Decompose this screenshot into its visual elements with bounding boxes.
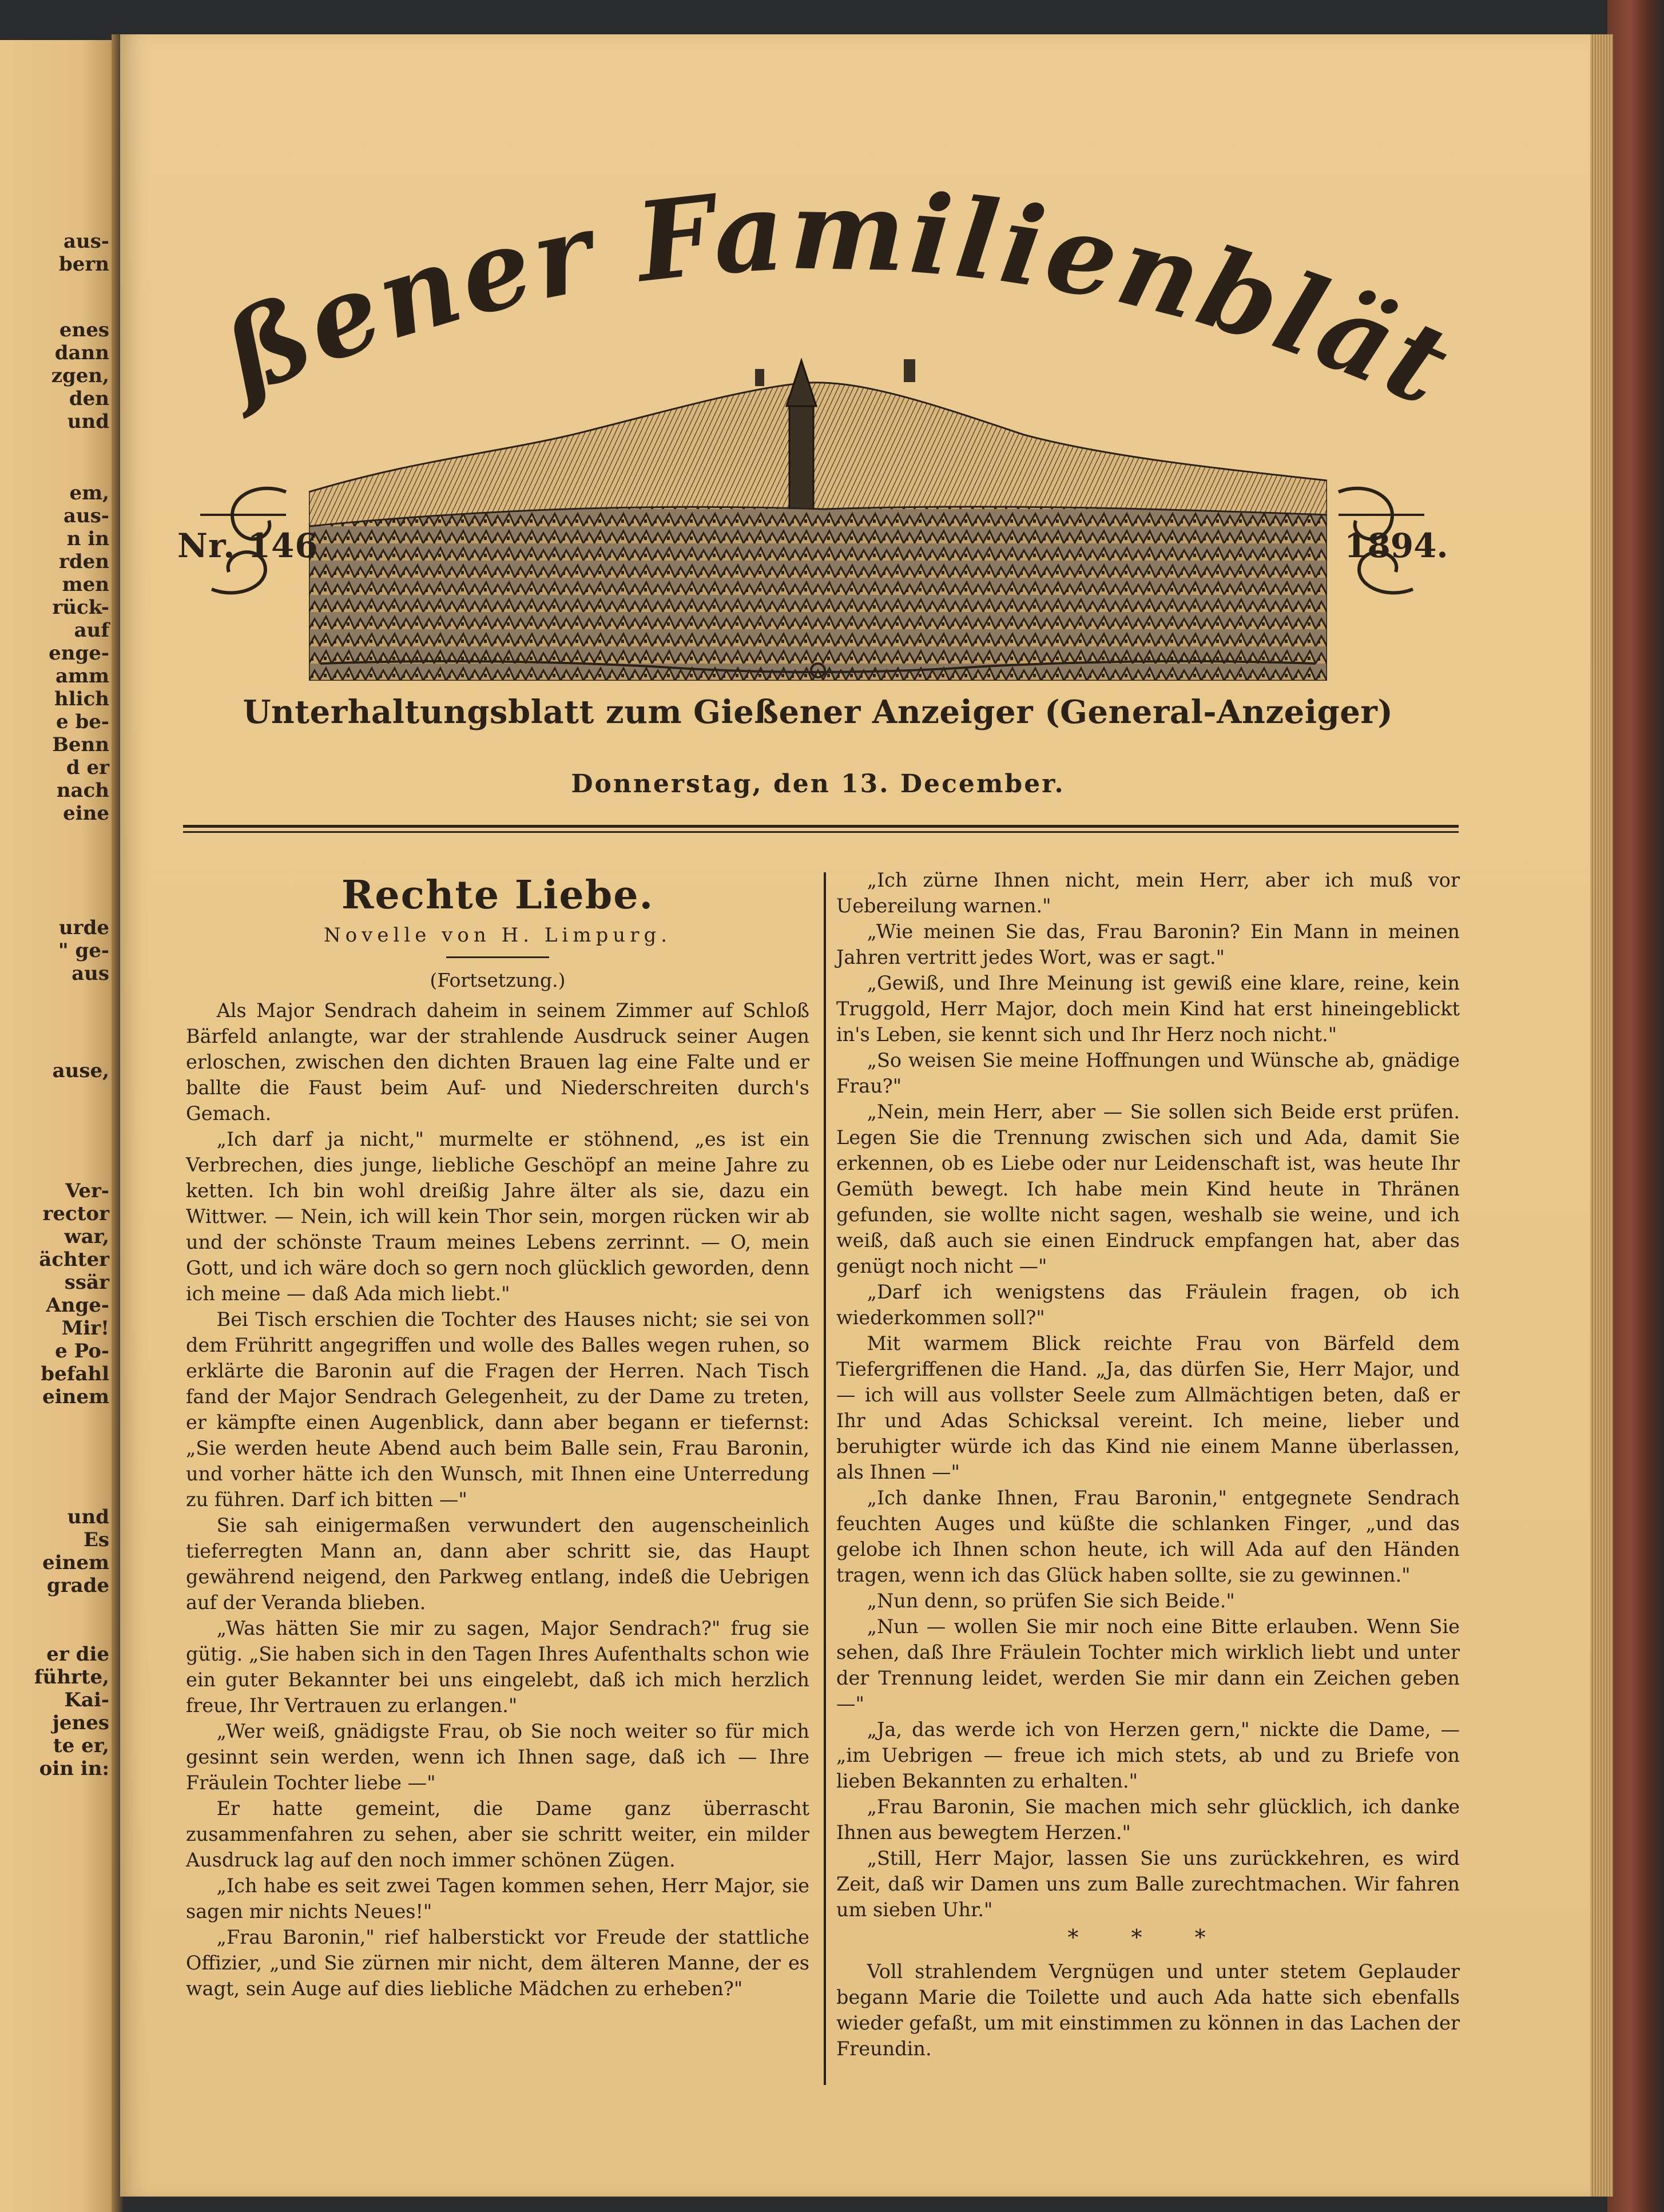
facing-page-fragment: ssär: [64, 1271, 109, 1294]
facing-page-fragment: war,: [64, 1225, 109, 1248]
paragraph: Mit warmem Blick reichte Frau von Bärfeld dem Tiefergriffenen die Hand. „Ja, das dürfen Sie, Herr Major, und — ich will aus vollster Seele zum Allmächtigen beten, daß er Ihr und Adas Schicksal vereint. Ich meine, lieber und beruhigter würde ich das Kind nie einem Manne überlassen, als Ihnen —": [836, 1332, 1460, 1483]
facing-page-fragment: em,: [69, 482, 109, 505]
facing-page-fragment: n in: [66, 527, 109, 550]
paragraph: „Frau Baronin, Sie machen mich sehr glücklich, ich danke Ihnen aus bewegtem Herzen.": [836, 1796, 1460, 1844]
facing-page-fragment: aus-: [63, 505, 109, 527]
facing-page-fragment: urde: [58, 916, 109, 939]
paragraph: „Frau Baronin," rief halberstickt vor Freude der stattliche Offizier, „und Sie zürnen mir nicht, dem älteren Manne, der es wagt, sein Auge auf dies liebliche Mädchen zu erheben?": [186, 1926, 809, 2000]
facing-page-fragment: grade: [46, 1574, 109, 1597]
column-2-body: [836, 867, 1460, 1923]
facing-page-fragment: befahl: [41, 1363, 109, 1385]
facing-page-fragment: hlich: [54, 688, 109, 710]
section-separator: * * *: [1067, 1925, 1229, 1950]
facing-page-fragment: ächter: [39, 1248, 109, 1271]
paragraph: „Nun — wollen Sie mir noch eine Bitte erlauben. Wenn Sie sehen, daß Ihre Fräulein Tochter mich wirklich liebt und unter der Trennung leidet, werden Sie mir dann ein Zeichen geben —": [836, 1615, 1460, 1715]
article-title: Rechte Liebe.: [341, 872, 654, 918]
issue-year: 1894.: [1344, 526, 1448, 565]
facing-page-fragment: oin in:: [39, 1757, 109, 1780]
paragraph: „Gewiß, und Ihre Meinung ist gewiß eine klare, reine, kein Truggold, Herr Major, doch mein Kind hat erst hineingeblickt in's Leben, sie kennt sich und Ihr Herz noch nicht.": [836, 972, 1460, 1046]
facing-page-fragment: zgen,: [51, 364, 109, 387]
paragraph: Voll strahlendem Vergnügen und unter stetem Geplauder begann Marie die Toilette und auch Ada hatte sich ebenfalls wieder gefaßt, um mit einstimmen zu können in das Lachen der Freundin.: [836, 1960, 1460, 2060]
town-vignette: [309, 320, 1327, 681]
facing-page-fragment: eine: [63, 802, 109, 825]
facing-page-fragment: nach: [56, 779, 109, 802]
title-rule: [446, 956, 549, 958]
facing-page-fragment: auf: [74, 619, 109, 642]
facing-page-fragment: " ge-: [58, 939, 109, 962]
paragraph: „So weisen Sie meine Hoffnungen und Wünsche ab, gnädige Frau?": [836, 1049, 1460, 1097]
facing-page-fragment: und: [67, 410, 109, 433]
paragraph: „Ich zürne Ihnen nicht, mein Herr, aber ich muß vor Uebereilung warnen.": [836, 869, 1460, 917]
masthead-rule: [183, 825, 1459, 833]
column-rule: [824, 872, 826, 2085]
paragraph: „Ich danke Ihnen, Frau Baronin," entgegnete Sendrach feuchten Auges und küßte die schlanken Finger, „und das gelobe ich Ihnen schon heute, ich will Ada auf den Händen tragen, wenn ich das Glück haben sollte, sie zu gewinnen.": [836, 1487, 1460, 1586]
facing-page-fragment: Benn: [52, 733, 109, 756]
paragraph: „Ich darf ja nicht," murmelte er stöhnend, „es ist ein Verbrechen, dies junge, liebliche Geschöpf an meine Jahre zu ketten. Ich bin wohl dreißig Jahre älter als sie, dazu ein Wittwer. — Nein, ich will kein Thor sein, morgen rücken wir ab und der schönste Traum meines Lebens zerrinnt. — O, mein Gott, und ich wäre doch so gern noch glücklich geworden, denn ich meine — daß Ada mich liebt.": [186, 1128, 809, 1305]
issue-number: Nr. 146: [177, 526, 319, 565]
facing-page-fragment: einem: [42, 1385, 109, 1408]
paragraph: „Ich habe es seit zwei Tagen kommen sehen, Herr Major, sie sagen mir nichts Neues!": [186, 1875, 809, 1923]
facing-page-fragment: dann: [54, 341, 109, 364]
masthead-title-text: ßener Familienblä: [204, 166, 1417, 421]
facing-page-fragment: führte,: [34, 1666, 109, 1689]
facing-page-fragment: aus-: [63, 230, 109, 253]
paragraph: „Was hätten Sie mir zu sagen, Major Sendrach?" frug sie gütig. „Sie haben sich in den Tagen Ihres Aufenthalts schon wie ein guter Bekannter bei uns eingelebt, daß ich mich herzlich freue, Ihr Vertrauen zu erlangen.": [186, 1617, 809, 1717]
paragraph: „Nun denn, so prüfen Sie sich Beide.": [867, 1590, 1235, 1612]
facing-page-fragment: e be-: [56, 710, 109, 733]
facing-page-fragment: amm: [55, 665, 109, 688]
book-binding-board: [1607, 0, 1664, 2212]
facing-page-left: [0, 40, 117, 2212]
facing-page-fragment: enge-: [49, 642, 109, 665]
facing-page-fragment: aus: [72, 962, 109, 985]
facing-page-fragment: rück-: [52, 596, 109, 619]
paragraph: Bei Tisch erschien die Tochter des Hauses nicht; sie sei von dem Frühritt angegriffen und wolle des Balles wegen ruhen, so erklärte die Baronin auf die Fragen der Herren. Nach Tisch fand der Major Sendrach Gelegenheit, zu der Dame zu treten, er kämpfte einen Augenblick, dann aber begann er tiefernst: „Sie werden heute Abend auch beim Balle sein, Frau Baronin, und vorher hätte ich den Wunsch, mit Ihnen eine Unterredung zu führen. Darf ich bitten —": [186, 1308, 809, 1511]
paragraph: „Wer weiß, gnädigste Frau, ob Sie noch weiter so für mich gesinnt sein werden, wenn ich Ihnen sage, daß ich — Ihre Fräulein Tochter liebe —": [186, 1720, 809, 1794]
article-column-2: [836, 867, 1460, 2062]
paragraph: „Ja, das werde ich von Herzen gern," nickte die Dame, — „im Uebrigen — freue ich mich stets, ab und zu Briefe von lieben Bekannten zu erhalten.": [836, 1718, 1460, 1792]
facing-page-fragment: Ver-: [65, 1180, 109, 1202]
column-1-body: [186, 998, 809, 2001]
facing-page-fragment: und: [67, 1506, 109, 1528]
paragraph: „Nein, mein Herr, aber — Sie sollen sich Beide erst prüfen. Legen Sie die Trennung zwischen sich und Ada, damit Sie erkennen, ob es Liebe oder nur Leidenschaft ist, was heute Ihr Gemüth bewegt. Ich habe mein Kind heute in Thränen gefunden, sie wollte nicht sagen, weshalb sie weine, und ich weiß, daß auch sie einen Eindruck empfangen hat, aber das genügt noch nicht —": [836, 1101, 1460, 1277]
facing-page-fragment: den: [69, 387, 109, 410]
masthead-subtitle: Unterhaltungsblatt zum Gießener Anzeiger (General-Anzeiger): [243, 693, 1393, 731]
continuation-note: (Fortsetzung.): [430, 969, 566, 991]
facing-page-fragment: men: [62, 573, 109, 596]
facing-page-fragment: rector: [42, 1202, 109, 1225]
facing-page-fragment: Kai-: [64, 1689, 109, 1711]
facing-page-fragment: Es: [83, 1528, 109, 1551]
paragraph: „Still, Herr Major, lassen Sie uns zurückkehren, es wird Zeit, daß wir Damen uns zum Balle zurechtmachen. Wir fahren um sieben Uhr.": [836, 1847, 1460, 1921]
article-author: Novelle von H. Limpurg.: [323, 924, 672, 947]
paragraph: Er hatte gemeint, die Dame ganz überrascht zusammenfahren zu sehen, aber sie schritt weiter, ein milder Ausdruck lag auf den noch immer schönen Zügen.: [186, 1797, 809, 1871]
column-2-after-body: [836, 1959, 1460, 2062]
article-column-1: [186, 872, 809, 2001]
facing-page-fragment: enes: [59, 319, 109, 341]
facing-page-fragment: ause,: [52, 1059, 109, 1082]
facing-page-fragment: te er,: [53, 1734, 109, 1757]
paragraph: „Darf ich wenigstens das Fräulein fragen, ob ich wiederkommen soll?": [836, 1281, 1460, 1329]
facing-page-fragment: er die: [46, 1643, 109, 1666]
facing-page-fragment: d er: [66, 756, 109, 779]
facing-page-fragment: einem: [42, 1551, 109, 1574]
issue-date: Donnerstag, den 13. December.: [571, 769, 1065, 799]
paragraph: „Wie meinen Sie das, Frau Baronin? Ein Mann in meinen Jahren vertritt jedes Wort, was er sagt.": [836, 920, 1460, 968]
facing-page-fragment: Ange-: [46, 1294, 109, 1317]
paragraph: Als Major Sendrach daheim in seinem Zimmer auf Schloß Bärfeld anlangte, war der strahlende Ausdruck seiner Augen erloschen, zwischen den dichten Brauen lag eine Falte und er ballte die Faust beim Auf- und Niederschreiten durch's Gemach.: [186, 999, 809, 1125]
facing-page-fragment: e Po-: [55, 1340, 109, 1363]
facing-page-fragment: Mir!: [61, 1317, 109, 1340]
facing-page-fragment: jenes: [52, 1711, 109, 1734]
paragraph: Sie sah einigermaßen verwundert den augenscheinlich tieferregten Mann an, dann aber schritt sie, das Haupt gewährend neigend, den Parkweg entlang, indeß die Uebrigen auf der Veranda blieben.: [186, 1514, 809, 1614]
facing-page-fragment: bern: [58, 253, 109, 276]
facing-page-fragment: rden: [58, 550, 109, 573]
